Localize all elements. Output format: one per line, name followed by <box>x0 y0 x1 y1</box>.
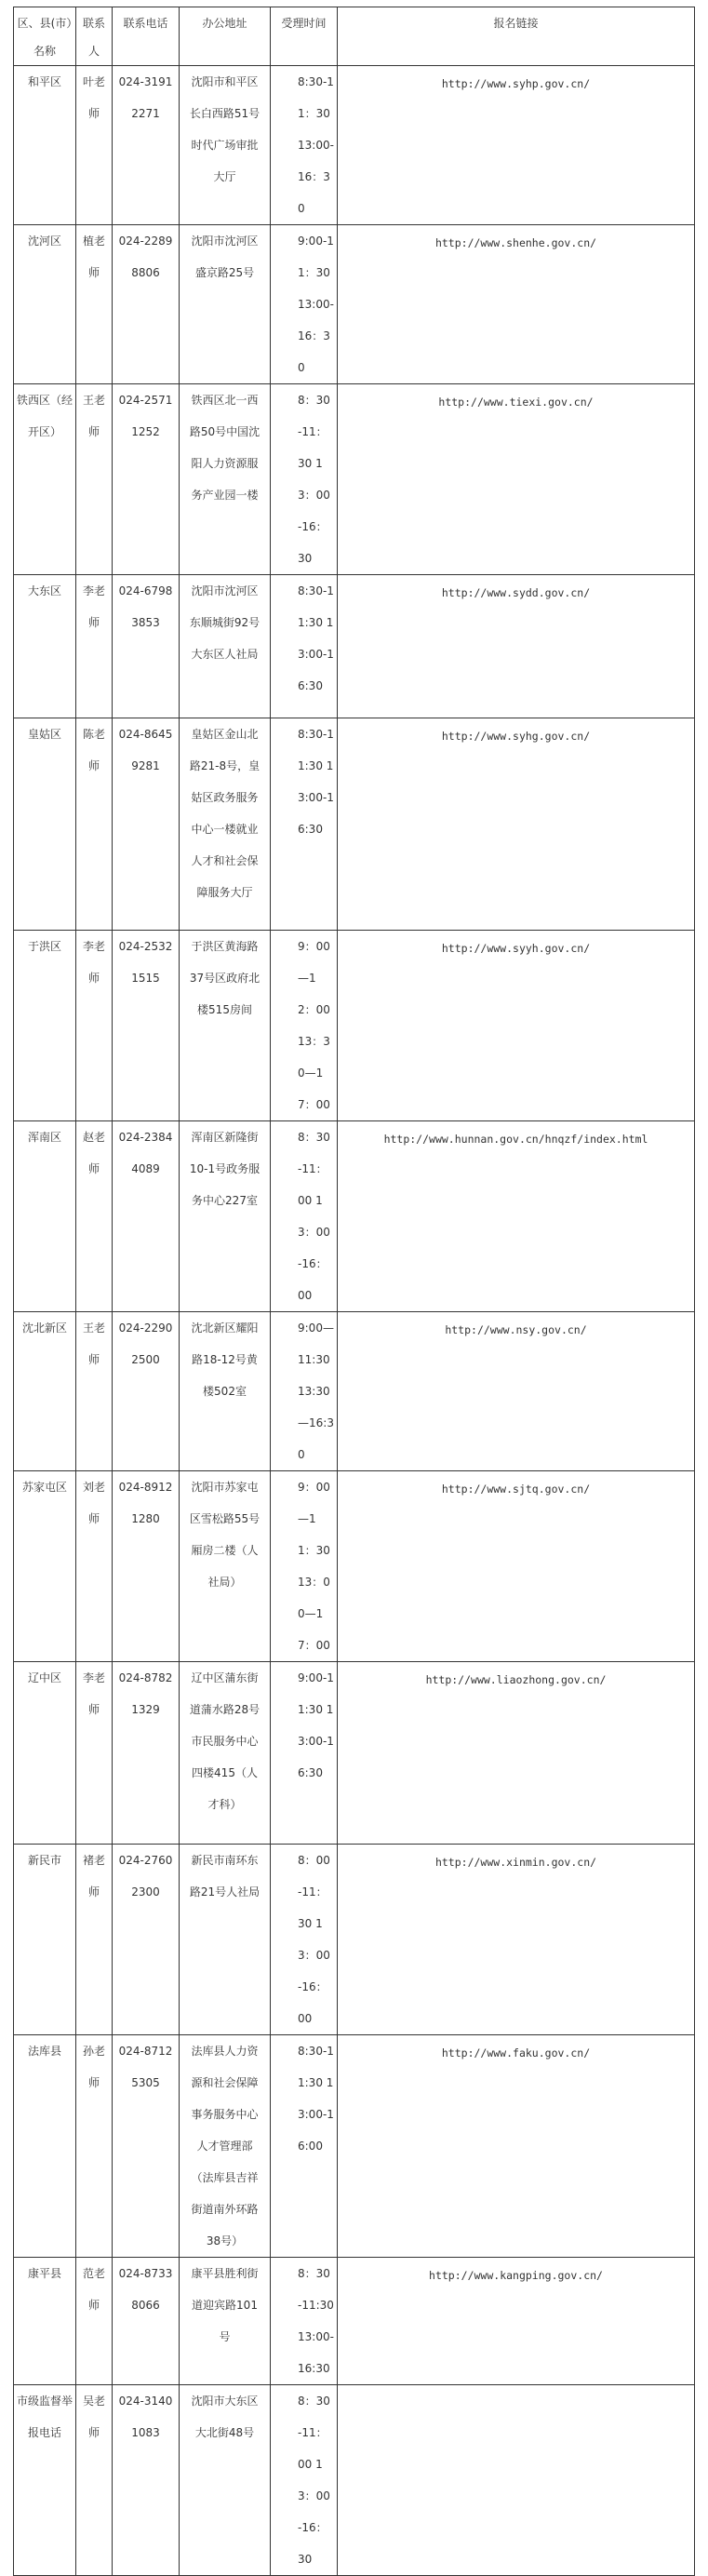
address-cell: 法库县人力资源和社会保障事务服务中心人才管理部（法库县吉祥街道南外环路38号） <box>180 2035 271 2258</box>
contact-cell: 范老师 <box>76 2258 113 2385</box>
hours-cell: 8：00-11：30 13：00-16：00 <box>271 1845 338 2035</box>
phone-cell: 024-87338066 <box>113 2258 180 2385</box>
hours-cell: 8：30-11:30 13:00-16:30 <box>271 2258 338 2385</box>
hours-cell: 8：30-11：30 13：00-16：30 <box>271 384 338 575</box>
address-cell: 铁西区北一西路50号中国沈阳人力资源服务产业园一楼 <box>180 384 271 575</box>
address-cell: 沈阳市沈河区东顺城街92号大东区人社局 <box>180 575 271 718</box>
district-cell: 市级监督举报电话 <box>14 2385 76 2576</box>
phone-cell: 024-67983853 <box>113 575 180 718</box>
table-row <box>14 1845 695 2035</box>
contact-cell: 陈老师 <box>76 718 113 931</box>
hours-cell: 9：00—11：30 13：00—17：00 <box>271 1471 338 1662</box>
registration-link[interactable]: http://www.faku.gov.cn/ <box>338 2035 695 2258</box>
district-cell: 沈河区 <box>14 225 76 384</box>
contact-cell: 李老师 <box>76 931 113 1121</box>
registration-link[interactable]: http://www.tiexi.gov.cn/ <box>338 384 695 575</box>
header-phone: 联系电话 <box>113 7 180 66</box>
contact-cell: 吴老师 <box>76 2385 113 2576</box>
phone-cell: 024-23844089 <box>113 1121 180 1312</box>
address-cell: 沈阳市沈河区盛京路25号 <box>180 225 271 384</box>
contact-cell: 赵老师 <box>76 1121 113 1312</box>
phone-cell: 024-22898806 <box>113 225 180 384</box>
hours-cell: 9：00—12：00 13：30—17：00 <box>271 931 338 1121</box>
phone-cell: 024-87821329 <box>113 1662 180 1845</box>
phone-cell: 024-31401083 <box>113 2385 180 2576</box>
hours-cell: 9:00-11：30 13:00-16：30 <box>271 225 338 384</box>
table-row <box>14 575 695 718</box>
table-row <box>14 2385 695 2576</box>
district-cell: 苏家屯区 <box>14 1471 76 1662</box>
table-row <box>14 1121 695 1312</box>
contact-cell: 植老师 <box>76 225 113 384</box>
address-cell: 辽中区蒲东街道蒲水路28号 市民服务中心四楼415（人才科） <box>180 1662 271 1845</box>
hours-cell: 8：30-11：00 13：00-16：00 <box>271 1121 338 1312</box>
address-cell: 于洪区黄海路37号区政府北楼515房间 <box>180 931 271 1121</box>
table-row <box>14 2258 695 2385</box>
registration-link[interactable]: http://www.liaozhong.gov.cn/ <box>338 1662 695 1845</box>
registration-link[interactable]: http://www.sjtq.gov.cn/ <box>338 1471 695 1662</box>
header-contact: 联系人 <box>76 7 113 66</box>
phone-cell: 024-25321515 <box>113 931 180 1121</box>
registration-link[interactable]: http://www.xinmin.gov.cn/ <box>338 1845 695 2035</box>
hours-cell: 8:30-11:30 13:00-16:00 <box>271 2035 338 2258</box>
registration-link[interactable]: http://www.nsy.gov.cn/ <box>338 1312 695 1471</box>
address-cell: 康平县胜利街道迎宾路101号 <box>180 2258 271 2385</box>
phone-cell: 024-89121280 <box>113 1471 180 1662</box>
phone-cell: 024-22902500 <box>113 1312 180 1471</box>
registration-link[interactable]: http://www.hunnan.gov.cn/hnqzf/index.html <box>338 1121 695 1312</box>
contact-cell: 王老师 <box>76 384 113 575</box>
table-row <box>14 225 695 384</box>
phone-cell: 024-86459281 <box>113 718 180 931</box>
table-body <box>14 66 695 2576</box>
contact-cell: 叶老师 <box>76 66 113 225</box>
hours-cell: 8:30-11:30 13:00-16:30 <box>271 575 338 718</box>
contact-cell: 王老师 <box>76 1312 113 1471</box>
hours-cell: 8:30-11：30 13:00-16：30 <box>271 66 338 225</box>
address-cell: 浑南区新隆街10-1号政务服务中心227室 <box>180 1121 271 1312</box>
registration-table-container <box>13 7 694 2576</box>
registration-link[interactable]: http://www.shenhe.gov.cn/ <box>338 225 695 384</box>
table-row <box>14 1662 695 1845</box>
registration-link[interactable]: http://www.sydd.gov.cn/ <box>338 575 695 718</box>
contact-cell: 李老师 <box>76 1662 113 1845</box>
registration-link <box>338 2385 695 2576</box>
table-row <box>14 2035 695 2258</box>
table-row <box>14 718 695 931</box>
phone-cell: 024-31912271 <box>113 66 180 225</box>
contact-cell: 刘老师 <box>76 1471 113 1662</box>
registration-link[interactable]: http://www.syyh.gov.cn/ <box>338 931 695 1121</box>
district-cell: 辽中区 <box>14 1662 76 1845</box>
district-cell: 和平区 <box>14 66 76 225</box>
district-cell: 铁西区（经开区） <box>14 384 76 575</box>
hours-cell: 8:30-11:30 13:00-16:30 <box>271 718 338 931</box>
district-cell: 皇姑区 <box>14 718 76 931</box>
header-address: 办公地址 <box>180 7 271 66</box>
table-row <box>14 384 695 575</box>
hours-cell: 8：30-11：00 13：00-16：30 <box>271 2385 338 2576</box>
address-cell: 皇姑区金山北路21-8号，皇姑区政务服务中心一楼就业人才和社会保障服务大厅 <box>180 718 271 931</box>
address-cell: 沈北新区耀阳路18-12号黄楼502室 <box>180 1312 271 1471</box>
registration-link[interactable]: http://www.syhp.gov.cn/ <box>338 66 695 225</box>
district-cell: 法库县 <box>14 2035 76 2258</box>
address-cell: 沈阳市和平区长白西路51号时代广场审批大厅 <box>180 66 271 225</box>
hours-cell: 9:00-11:30 13:00-16:30 <box>271 1662 338 1845</box>
contact-cell: 孙老师 <box>76 2035 113 2258</box>
header-row <box>14 7 695 66</box>
table-row <box>14 931 695 1121</box>
district-cell: 新民市 <box>14 1845 76 2035</box>
district-cell: 于洪区 <box>14 931 76 1121</box>
hours-cell: 9:00—11:30 13:30—16:30 <box>271 1312 338 1471</box>
phone-cell: 024-27602300 <box>113 1845 180 2035</box>
district-cell: 浑南区 <box>14 1121 76 1312</box>
address-cell: 新民市南环东路21号人社局 <box>180 1845 271 2035</box>
district-cell: 沈北新区 <box>14 1312 76 1471</box>
phone-cell: 024-87125305 <box>113 2035 180 2258</box>
district-cell: 康平县 <box>14 2258 76 2385</box>
table-row <box>14 66 695 225</box>
district-cell: 大东区 <box>14 575 76 718</box>
contact-cell: 李老师 <box>76 575 113 718</box>
table-row <box>14 1312 695 1471</box>
table-row <box>14 1471 695 1662</box>
registration-table <box>13 7 695 2576</box>
registration-link[interactable]: http://www.kangping.gov.cn/ <box>338 2258 695 2385</box>
address-cell: 沈阳市苏家屯区雪松路55号厢房二楼（人社局） <box>180 1471 271 1662</box>
address-cell: 沈阳市大东区大北街48号 <box>180 2385 271 2576</box>
contact-cell: 褚老师 <box>76 1845 113 2035</box>
header-link: 报名链接 <box>338 7 695 66</box>
phone-cell: 024-25711252 <box>113 384 180 575</box>
header-district: 区、县(市）名称 <box>14 7 76 66</box>
registration-link[interactable]: http://www.syhg.gov.cn/ <box>338 718 695 931</box>
header-hours: 受理时间 <box>271 7 338 66</box>
